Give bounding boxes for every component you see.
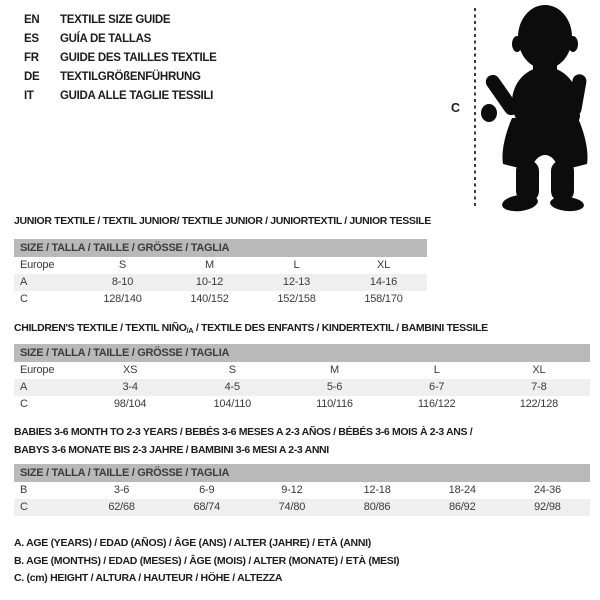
- language-code: IT: [24, 90, 34, 102]
- baby-figure: [440, 0, 600, 215]
- size-cell: 9-12: [281, 484, 303, 496]
- height-measure-label: C: [451, 101, 461, 115]
- size-cell: XL: [532, 364, 546, 376]
- row-label: Europe: [20, 364, 55, 376]
- table-row-a: [14, 274, 427, 291]
- row-label: B: [20, 484, 28, 496]
- heading-text: CHILDREN'S TEXTILE / TEXTIL NIÑO: [14, 322, 187, 334]
- size-cell: 158/170: [364, 293, 403, 305]
- note-line-a: A. AGE (YEARS) / EDAD (AÑOS) / ÂGE (ANS) / ALTER (JAHRE) / ETÀ (ANNI): [14, 537, 371, 549]
- size-table-junior: [14, 239, 427, 308]
- size-cell: 6-7: [429, 381, 445, 393]
- legend-notes: [14, 535, 399, 588]
- size-cell: XL: [376, 259, 391, 271]
- row-label: C: [20, 501, 28, 513]
- language-label: TEXTILE SIZE GUIDE: [60, 14, 171, 26]
- language-list: [24, 11, 217, 106]
- size-header-bar: SIZE / TALLA / TAILLE / GRÖSSE / TAGLIA: [14, 344, 590, 362]
- size-cell: XS: [122, 364, 138, 376]
- size-cell: 18-24: [448, 484, 476, 496]
- row-label: Europe: [20, 259, 55, 271]
- size-cell: 14-16: [369, 276, 398, 288]
- size-cell: 86/92: [448, 501, 476, 513]
- language-row-en: [24, 11, 217, 30]
- size-cell: 6-9: [199, 484, 215, 496]
- size-cell: 128/140: [103, 293, 142, 305]
- table-row-c: [14, 291, 427, 308]
- table-row-europe: [14, 362, 590, 379]
- heading-text: / TEXTILE DES ENFANTS / KINDERTEXTIL / BAMBINI TESSILE: [193, 322, 488, 334]
- heading-subscript: /A: [186, 326, 194, 335]
- row-label: A: [20, 381, 28, 393]
- size-cell: S: [118, 259, 127, 271]
- size-cell: 104/110: [213, 398, 252, 410]
- size-cell: 3-4: [122, 381, 138, 393]
- size-cell: 62/68: [108, 501, 135, 513]
- language-row-fr: [24, 49, 217, 68]
- language-code: ES: [24, 33, 39, 45]
- size-cell: 80/86: [363, 501, 391, 513]
- size-cell: 74/80: [278, 501, 306, 513]
- size-cell: 152/158: [277, 293, 316, 305]
- babies-section-heading: [14, 423, 472, 459]
- language-label: GUÍA DE TALLAS: [60, 33, 151, 45]
- language-row-de: [24, 68, 217, 87]
- table-row-europe: [14, 257, 427, 274]
- size-cell: 116/122: [417, 398, 456, 410]
- row-label: A: [20, 276, 28, 288]
- table-row-c: [14, 396, 590, 413]
- baby-silhouette-icon: [440, 0, 600, 215]
- children-section-heading: [14, 322, 488, 335]
- language-label: GUIDA ALLE TAGLIE TESSILI: [60, 90, 214, 102]
- heading-line-2: BABYS 3-6 MONATE BIS 2-3 JAHRE / BAMBINI 3-6 MESI A 2-3 ANNI: [14, 444, 329, 456]
- size-cell: 110/116: [316, 398, 353, 410]
- size-cell: 92/98: [534, 501, 561, 513]
- note-line-b: B. AGE (MONTHS) / EDAD (MESES) / ÂGE (MOIS) / ALTER (MONATE) / ETÀ (MESI): [14, 554, 400, 567]
- size-cell: 12-18: [363, 484, 391, 496]
- size-cell: 10-12: [195, 276, 224, 288]
- size-cell: 98/104: [113, 398, 147, 410]
- size-cell: 3-6: [113, 484, 130, 496]
- size-cell: 122/128: [519, 398, 559, 410]
- table-row-c: [14, 499, 590, 516]
- row-label: C: [20, 398, 28, 410]
- size-header-bar: SIZE / TALLA / TAILLE / GRÖSSE / TAGLIA: [14, 239, 427, 257]
- size-cell: 4-5: [224, 381, 240, 393]
- language-row-it: [24, 87, 217, 106]
- size-header-bar: SIZE / TALLA / TAILLE / GRÖSSE / TAGLIA: [14, 464, 590, 482]
- table-row-a: [14, 379, 590, 396]
- size-cell: 12-13: [282, 276, 311, 288]
- language-code: EN: [24, 14, 40, 26]
- size-cell: M: [330, 364, 339, 376]
- size-cell: S: [228, 364, 236, 376]
- language-label: TEXTILGRÖßENFÜHRUNG: [60, 71, 201, 83]
- table-row-b: [14, 482, 590, 499]
- row-label: C: [20, 293, 28, 305]
- size-cell: 8-10: [111, 276, 134, 288]
- language-row-es: [24, 30, 217, 49]
- language-code: FR: [24, 52, 39, 64]
- size-cell: 24-36: [533, 484, 561, 496]
- size-cell: L: [293, 259, 300, 271]
- size-cell: 5-6: [326, 381, 343, 393]
- size-cell: 140/152: [190, 293, 229, 305]
- size-table-children: [14, 344, 590, 413]
- junior-section-heading: JUNIOR TEXTILE / TEXTIL JUNIOR/ TEXTILE JUNIOR / JUNIORTEXTIL / JUNIOR TESSILE: [14, 215, 431, 227]
- size-cell: M: [205, 259, 214, 271]
- size-cell: 7-8: [531, 381, 547, 393]
- toddler-silhouette: [481, 5, 588, 213]
- size-table-babies: [14, 464, 590, 516]
- language-label: GUIDE DES TAILLES TEXTILE: [60, 52, 217, 64]
- note-line-c: C. (cm) HEIGHT / ALTURA / HAUTEUR / HÖHE / ALTEZZA: [14, 572, 283, 584]
- language-code: DE: [24, 71, 40, 83]
- heading-line-1: BABIES 3-6 MONTH TO 2-3 YEARS / BEBÉS 3-6 MESES A 2-3 AÑOS / BÉBÉS 3-6 MOIS À 2-3 ANS /: [14, 426, 473, 438]
- size-cell: L: [433, 364, 440, 376]
- size-cell: 68/74: [193, 501, 220, 513]
